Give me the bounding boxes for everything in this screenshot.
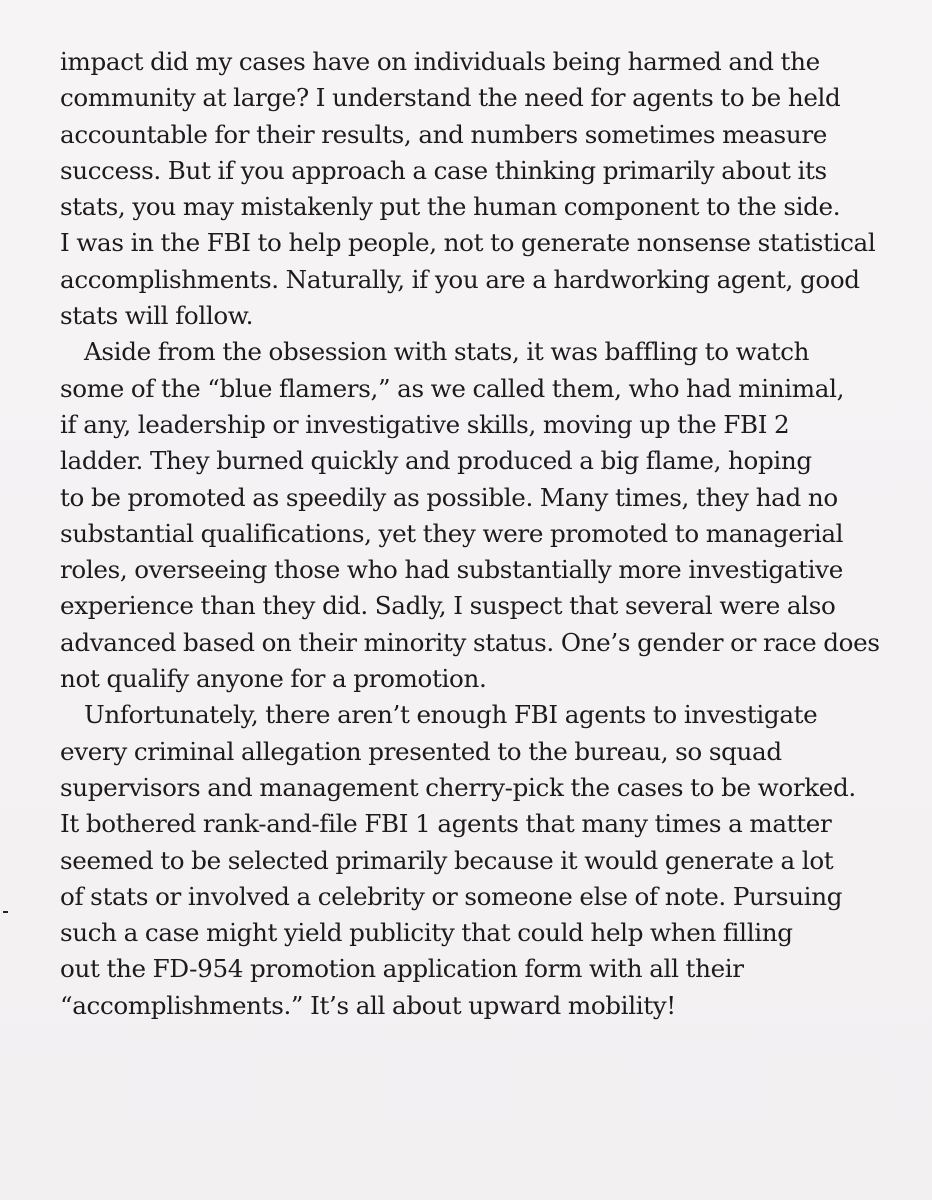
text-line: accomplishments. Naturally, if you are a hardworking agent, good xyxy=(60,264,860,294)
paragraph-first-line: Unfortunately, there aren’t enough FBI agents to investigate xyxy=(84,700,818,730)
text-line: advanced based on their minority status. One’s gender or race does xyxy=(60,627,880,657)
text-line: such a case might yield publicity that could help when filling xyxy=(60,918,793,948)
text-line: roles, overseeing those who had substantially more investigative xyxy=(60,555,843,585)
text-line: if any, leadership or investigative skills, moving up the FBI 2 xyxy=(60,409,790,439)
text-line: supervisors and management cherry-pick the cases to be worked. xyxy=(60,772,856,802)
text-line: I was in the FBI to help people, not to generate nonsense statistical xyxy=(60,228,876,258)
text-line: accountable for their results, and numbers sometimes measure xyxy=(60,119,827,149)
text-line: impact did my cases have on individuals being harmed and the xyxy=(60,47,820,76)
text-line: not qualify anyone for a promotion. xyxy=(60,664,487,694)
text-line: stats will follow. xyxy=(60,301,254,331)
body-text xyxy=(60,44,890,1024)
text-line: It bothered rank-and-file FBI 1 agents that many times a matter xyxy=(60,809,832,839)
text-line: every criminal allegation presented to the bureau, so squad xyxy=(60,736,782,766)
text-line: of stats or involved a celebrity or someone else of note. Pursuing xyxy=(60,881,843,911)
text-line: “accomplishments.” It’s all about upward mobility! xyxy=(60,990,676,1020)
text-line: seemed to be selected primarily because it would generate a lot xyxy=(60,845,834,875)
text-line: experience than they did. Sadly, I suspect that several were also xyxy=(60,591,836,621)
text-line: out the FD-954 promotion application form with all their xyxy=(60,954,744,984)
text-line: stats, you may mistakenly put the human component to the side. xyxy=(60,192,841,222)
text-line: success. But if you approach a case thinking primarily about its xyxy=(60,155,827,185)
text-line: substantial qualifications, yet they were promoted to managerial xyxy=(60,518,844,548)
text-line: to be promoted as speedily as possible. Many times, they had no xyxy=(60,482,838,512)
paragraph-first-line: Aside from the obsession with stats, it was baffling to watch xyxy=(84,337,810,367)
text-line: community at large? I understand the need for agents to be held xyxy=(60,83,841,113)
text-line: some of the “blue flamers,” as we called them, who had minimal, xyxy=(60,373,845,403)
text-line: ladder. They burned quickly and produced a big flame, hoping xyxy=(60,446,812,476)
scan-artifact xyxy=(3,911,8,913)
